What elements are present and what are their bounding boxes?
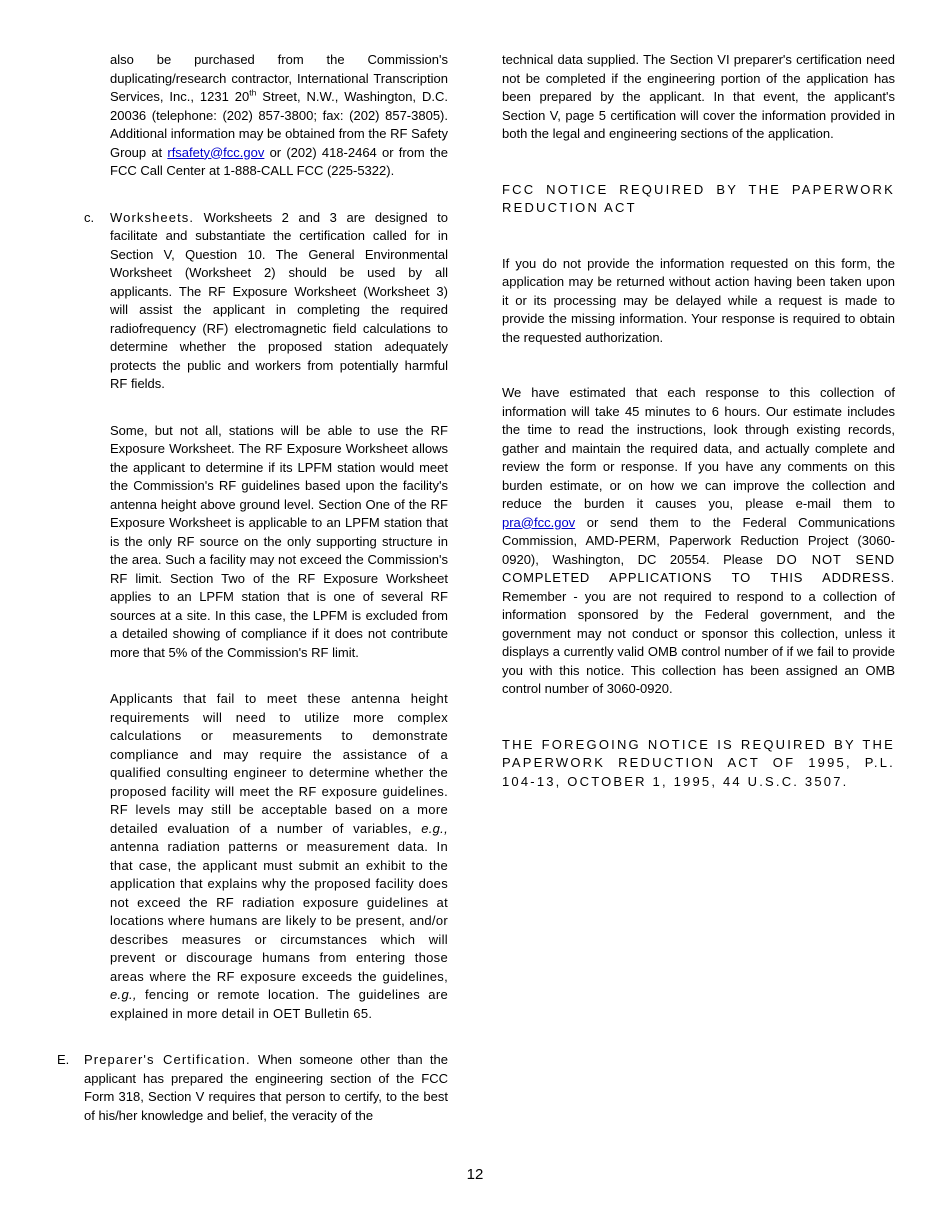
text-run: Remember - you are not required to respond to a collection of information sponsored by the Federal government, and the government may not conduct or sponsor this collection, unless it displays a currently valid OMB control number of if we fail to provide you with this notice. This collection has been assigned an OMB control number of 3060-0920. [502,588,895,696]
item-title-worksheets: Worksheets. [110,209,195,225]
page-number: 12 [466,1166,484,1183]
caps-warning-text: DO NOT SEND COMPLETED APPLICATIONS TO THIS ADDRESS. [502,551,895,585]
paragraph-preparers-certification [84,1051,448,1125]
paragraph-worksheets [110,209,448,394]
left-column [57,51,448,1125]
italic-eg: e.g., [421,820,448,836]
paragraph-technical-data: technical data supplied. The Section VI preparer's certification need not be completed if the engineering portion of the application has been prepared by the applicant. In that event, the applicant's Section V, page 5 certification will cover the information provided in both the legal and engineering sections of the application. [502,52,895,141]
text-run: antenna radiation patterns or measurement data. In that case, the applicant must submit an exhibit to the application that explains why the proposed facility does not exceed the RF radiation exposure guidelines at locations where humans are likely to be present, and/or describes measures or circumstances which will prevent or discourage humans from entering those areas where the RF exposure exceeds the guidelines, [110,839,448,984]
paragraph-foregoing-notice: THE FOREGOING NOTICE IS REQUIRED BY THE PAPERWORK REDUCTION ACT OF 1995, P.L. 104-13, OCTOBER 1, 1995, 44 U.S.C. 3507. [502,736,895,789]
paragraph-contact-info [110,51,448,181]
text-run: When someone other than the applicant has prepared the engineering section of the FCC Form 318, Section V requires that person to certify, to the best of his/her knowledge and belief, the veracity of the [84,1052,448,1123]
text-run: fencing or remote location. The guidelines are explained in more detail in OET Bulletin 65. [110,987,448,1021]
list-item-c-worksheets [57,209,448,394]
text-run: Worksheets 2 and 3 are designed to facilitate and substantiate the certification called for in Section V, Question 10. The General Environmental Worksheet (Worksheet 2) should be used by all applicants. The RF Exposure Worksheet (Worksheet 3) will assist the applicant in completing the required radiofrequency (RF) electromagnetic field calculations to determine whether the proposed station adequately protects the public and workers from potentially harmful RF fields. [110,209,448,391]
text-run: or send them to the Federal Communications Commission, AMD-PERM, Paperwork Reduction Project (3060-0920), Washington, DC 20554. Please [502,514,895,567]
text-run: Applicants that fail to meet these antenna height requirements will need to utilize more complex calculations or measurements to demonstrate compliance and may require the assistance of a qualified consulting engineer to determine whether the proposed facility will meet the RF exposure guidelines. RF levels may still be acceptable based on a more detailed evaluation of a number of variables, [110,691,448,836]
text-run: also be purchased from the Commission's duplicating/research contractor, International Transcription Services, Inc., 1231 20 [110,52,448,104]
paragraph-notice-response-required: If you do not provide the information requested on this form, the application may be returned without action having been taken upon it or its processing may be delayed while a request is made to provide the missing information. Your response is required to obtain the requested authorization. [502,255,895,345]
text-run: We have estimated that each response to this collection of information will take 45 minutes to 6 hours. Our estimate includes the time to read the instructions, look through existing records, gather and maintain the required data, and actually complete and review the form or response. If you have any comments on this burden estimate, or on how we can improve the collection and reduce the burden it causes you, please e-mail them to [502,385,895,511]
rfsafety-email-link[interactable]: rfsafety@fcc.gov [167,144,265,160]
list-marker-e: E. [57,1052,70,1067]
list-marker-c: c. [84,209,95,225]
paragraph-rf-exposure-worksheet: Some, but not all, stations will be able to use the RF Exposure Worksheet. The RF Exposure Worksheet allows the applicant to determine if its LPFM station would meet the Commission's RF guidelines based upon the facility's antenna height above ground level. Section One of the RF Exposure Worksheet is applicable to an LPFM station that is the only RF source on the only supporting structure in the area. Such a facility may not exceed the Commission's RF limit. Section Two of the RF Exposure Worksheet applies to an LPFM station that is one of several RF sources at a site. In this case, the LPFM is excluded from a detailed showing of compliance if it does not contribute more that 5% of the Commission's RF limit. [110,422,448,660]
two-column-layout [57,51,895,1125]
pra-email-link[interactable]: pra@fcc.gov [502,514,576,530]
text-run: or (202) 418-2464 or from the FCC Call Center at 1-888-CALL FCC (225-5322). [110,144,448,178]
heading-fcc-paperwork-notice: FCC NOTICE REQUIRED BY THE PAPERWORK REDUCTION ACT [502,181,895,215]
item-title-preparers-certification: Preparer's Certification. [84,1052,251,1067]
paragraph-applicants-antenna-height [110,690,448,1023]
list-item-e-preparers-certification [57,1051,448,1125]
text-run: Street, N.W., Washington, D.C. 20036 (telephone: (202) 857-3800; fax: (202) 857-3805). Additional information may be obtained from the RF Safety Group at [110,89,448,160]
ordinal-superscript: th [249,87,257,98]
paragraph-notice-burden-estimate [502,384,895,699]
italic-eg: e.g., [110,987,137,1002]
right-column [502,51,895,1125]
